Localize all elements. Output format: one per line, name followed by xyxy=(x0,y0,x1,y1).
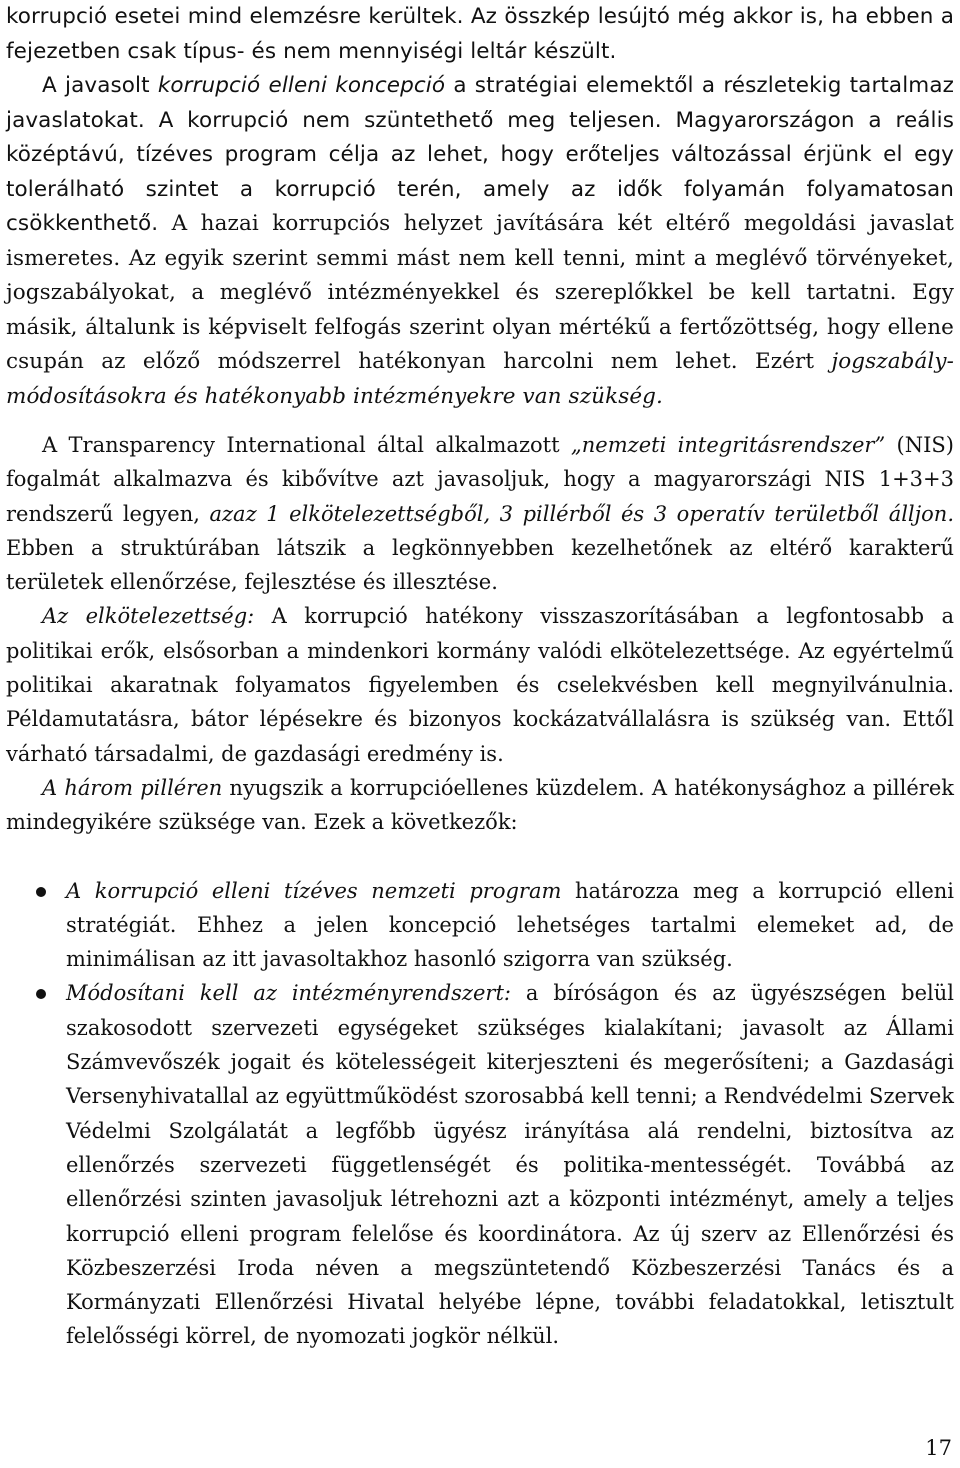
bullet-icon xyxy=(36,887,46,897)
paragraph-2: A javasolt korrupció elleni koncepció a stratégiai elemektől a részletekig tartalmaz javaslatokat. A korrupció nem szüntethető meg teljesen. Magyarországon a reális középtávú, tízéves program célja az lehet, hogy erőteljes változással érjünk el egy tolerálható szintet a korrupció terén, amely az idők folyamán folyamatosan csökkenthető. A hazai korrupciós helyzet javítására két eltérő megoldási javaslat ismeretes. Az egyik szerint semmi mást nem kell tenni, mint a meglévő törvényeket, jogszabályokat, a meglévő intézményekkel és szereplőkkel be kell tartatni. Egy másik, általunk is képviselt felfogás szerint olyan mértékű a fertőzöttség, hogy ellene csupán az előző módszerrel hatékonyan harcolni nem lehet. Ezért jogszabály-módosításokra és hatékonyabb intézményekre van szükség. xyxy=(6,73,954,409)
paragraph-5: A három pilléren nyugszik a korrupcióellenes küzdelem. A hatékonysághoz a pillérek mindegyikére szüksége van. Ezek a következők: xyxy=(6,775,954,835)
paragraph-1: korrupció esetei mind elemzésre kerültek. Az összkép lesújtó még akkor is, ha ebben a fejezetben csak típus- és nem mennyiségi leltár készült. xyxy=(6,4,954,64)
pillar-list xyxy=(6,874,954,1354)
text-block-serif xyxy=(6,428,954,1354)
paragraph-3: A Transparency International által alkalmazott „nemzeti integritásrendszer” (NIS) fogalmát alkalmazva és kibővítve azt javasoljuk, hogy a magyarországi NIS 1+3+3 rendszerű legyen, azaz 1 elkötelezettségből, 3 pillérből és 3 operatív területből álljon. Ebben a struktúrában látszik a legkönnyebben kezelhetőnek az eltérő karakterű területek ellenőrzése, fejlesztése és illesztése. xyxy=(6,433,955,595)
italic-term: „nemzeti integritásrendszer” xyxy=(570,433,886,457)
text-column xyxy=(6,0,954,1354)
text-block-sans xyxy=(6,0,954,414)
italic-term: Módosítani kell az intézményrendszert: xyxy=(66,981,511,1006)
page-number: 17 xyxy=(925,1436,952,1460)
bullet-icon xyxy=(36,989,46,999)
italic-term: azaz 1 elkötelezettségből, 3 pillérből és 3 operatív területből álljon. xyxy=(209,501,955,526)
italic-term: A három pilléren xyxy=(42,775,223,800)
list-item: A korrupció elleni tízéves nemzeti program határozza meg a korrupció elleni stratégiát. Ehhez a jelen koncepció lehetséges tartalmi elemeket ad, de minimálisan az itt javasoltakhoz hasonló szigorra van szükség. xyxy=(6,874,954,977)
italic-term: Az elkötelezettség: xyxy=(42,604,255,629)
paragraph-4: Az elkötelezettség: A korrupció hatékony visszaszorításában a legfontosabb a politikai erők, elsősorban a mindenkori kormány valódi elkötelezettsége. Az egyértelmű politikai akaratnak folyamatos figyelemben és cselekvésben kell megnyilvánulnia. Példamutatásra, bátor lépésekre és bizonyos kockázatvállalásra is szükség van. Ettől várható társadalmi, de gazdasági eredmény is. xyxy=(6,604,954,766)
italic-term: jogszabály-módosításokra és hatékonyabb intézményekre van szükség. xyxy=(6,349,954,409)
italic-term: korrupció elleni koncepció xyxy=(157,73,446,98)
list-item: Módosítani kell az intézményrendszert: a bíróságon és az ügyészségen belül szakosodott szervezeti egységeket szükséges kialakítani; javasolt az Állami Számvevőszék jogait és kötelességeit kiterjeszteni és megerősíteni; a Gazdasági Versenyhivatallal az együttműködést szorosabbá kell tenni; a Rendvédelmi Szervek Védelmi Szolgálatát a legfőbb ügyész irányítása alá rendelni, biztosítva az ellenőrzés szervezeti függetlenségét és politika-mentességét. Továbbá az ellenőrzési szinten javasoljuk létrehozni azt a központi intézményt, amely a teljes korrupció elleni program felelőse és koordinátora. Az új szerv az Ellenőrzési és Közbeszerzési Iroda néven a megszüntetendő Közbeszerzési Tanács és a Kormányzati Ellenőrzési Hivatal helyébe lépne, további feladatokkal, letisztult felelősségi körrel, de nyomozati jogkör nélkül. xyxy=(6,976,954,1353)
italic-term: A korrupció elleni tízéves nemzeti program xyxy=(66,878,562,903)
